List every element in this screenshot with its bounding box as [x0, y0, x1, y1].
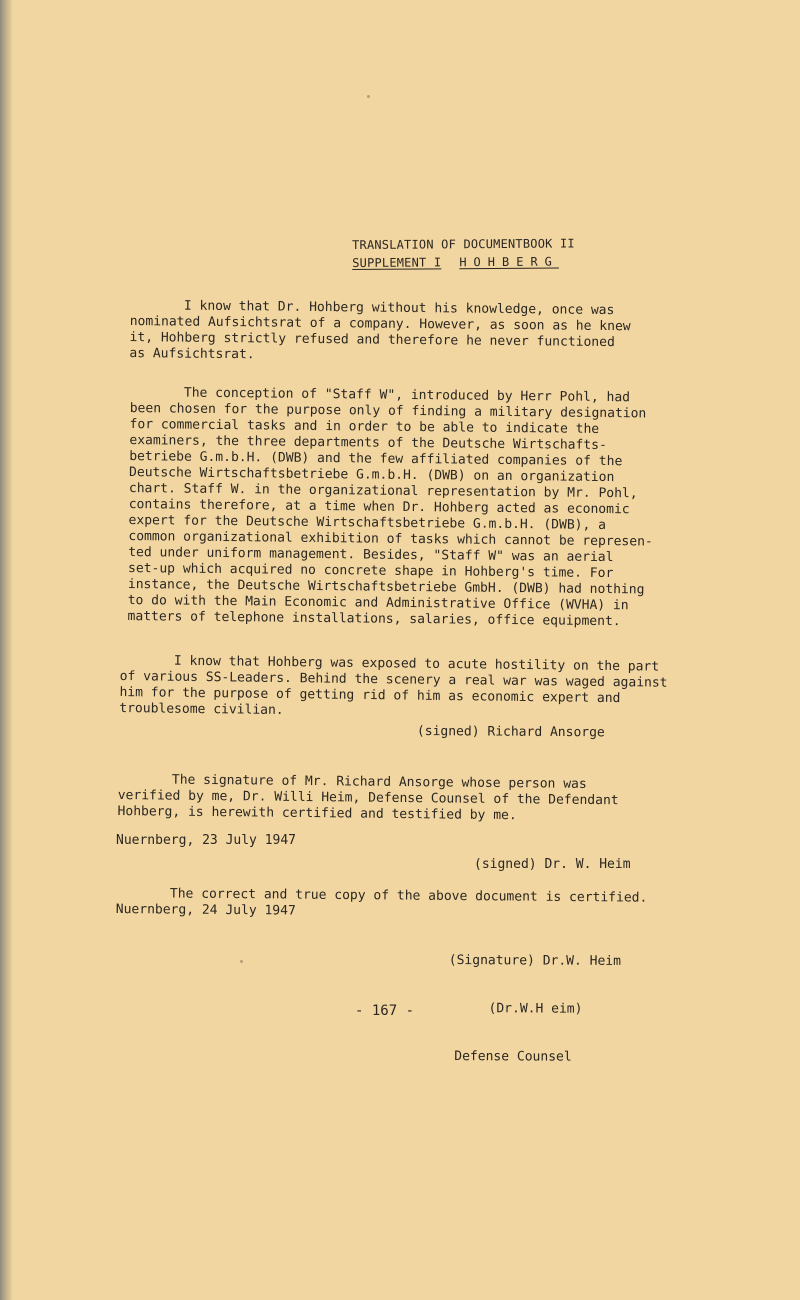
place-date-second: Nuernberg, 24 July 1947 — [115, 901, 296, 919]
paragraph-copy-certification — [116, 886, 696, 923]
signature-ansorge: (signed) Richard Ansorge — [416, 724, 605, 741]
heading-supplement — [352, 252, 575, 272]
document-page — [12, 0, 800, 1300]
place-date-first: Nuernberg, 23 July 1947 — [116, 833, 297, 848]
paragraph-text: I know that Hohberg was exposed to acute hostility on the part of various SS-Leaders. Behind the scenery a real war was waged against him for the purpose of getting rid of him as economic expert and troublesome civilian. — [119, 653, 668, 719]
final-signature-line: (Signature) Dr.W. Heim — [448, 952, 622, 969]
final-signature-title: Defense Counsel — [454, 1049, 572, 1065]
paper-speck — [367, 95, 370, 98]
final-signature-name: (Dr.W.H eim) — [488, 1001, 583, 1017]
heading-title: TRANSLATION OF DOCUMENTBOOK II — [352, 236, 575, 252]
paragraph-hostility — [119, 653, 720, 724]
paragraph-certification — [117, 772, 697, 826]
signature-heim: (signed) Dr. W. Heim — [474, 857, 631, 872]
paragraph-text: The correct and true copy of the above document is certified. — [169, 886, 648, 906]
paragraph-text: The signature of Mr. Richard Ansorge whose person was verified by me, Dr. Willi Heim, Defense Counsel of the Defendant Hohberg, is herewith certified and testified by me. — [117, 772, 619, 824]
document-heading — [352, 234, 575, 272]
final-signature-block — [448, 921, 621, 1098]
heading-defendant-name: HOHBERG — [459, 254, 559, 270]
page-binding-edge — [0, 0, 12, 1300]
paragraph-staff-w — [127, 385, 709, 631]
heading-supplement-label: SUPPLEMENT I — [352, 255, 442, 270]
paragraph-text: I know that Dr. Hohberg without his knowledge, once was nominated Aufsichtsrat of a company. However, as soon as he knew it, Hohberg strictly refused and therefore he never functioned as Aufsichtsrat. — [129, 298, 631, 363]
paragraph-aufsichtsrat — [129, 298, 690, 368]
page-number: - 167 - — [355, 1003, 415, 1019]
paragraph-text: The conception of "Staff W", introduced by Herr Pohl, had been chosen for the purpose only of finding a military designation for commercial tasks and in order to be able to indicate the examiners, the three departments of the Deutsche Wirtschafts- betriebe G.m.b.H. (DWB) and the few affiliated companies of the Deutsche Wirtschaftsbetriebe G.m.b.H. (DWB) on an organization chart. Staff W. in the organizational representation by Mr. Pohl, contains therefore, at a time when Dr. Hohberg acted as economic expert for the Deutsche Wirtschaftsbetriebe G.m.b.H. (DWB), a common organizational exhibition of tasks which cannot be represen- ted under uniform management. Besides, "Staff W" was an aerial set-up which acquired no concrete shape in Hohberg's time. For instance, the Deutsche Wirtschaftsbetriebe GmbH. (DWB) had nothing to do with the Main Economic and Administrative Office (WVHA) in matters of telephone installations, salaries, office equipment. — [127, 385, 653, 630]
paper-speck — [240, 960, 243, 963]
